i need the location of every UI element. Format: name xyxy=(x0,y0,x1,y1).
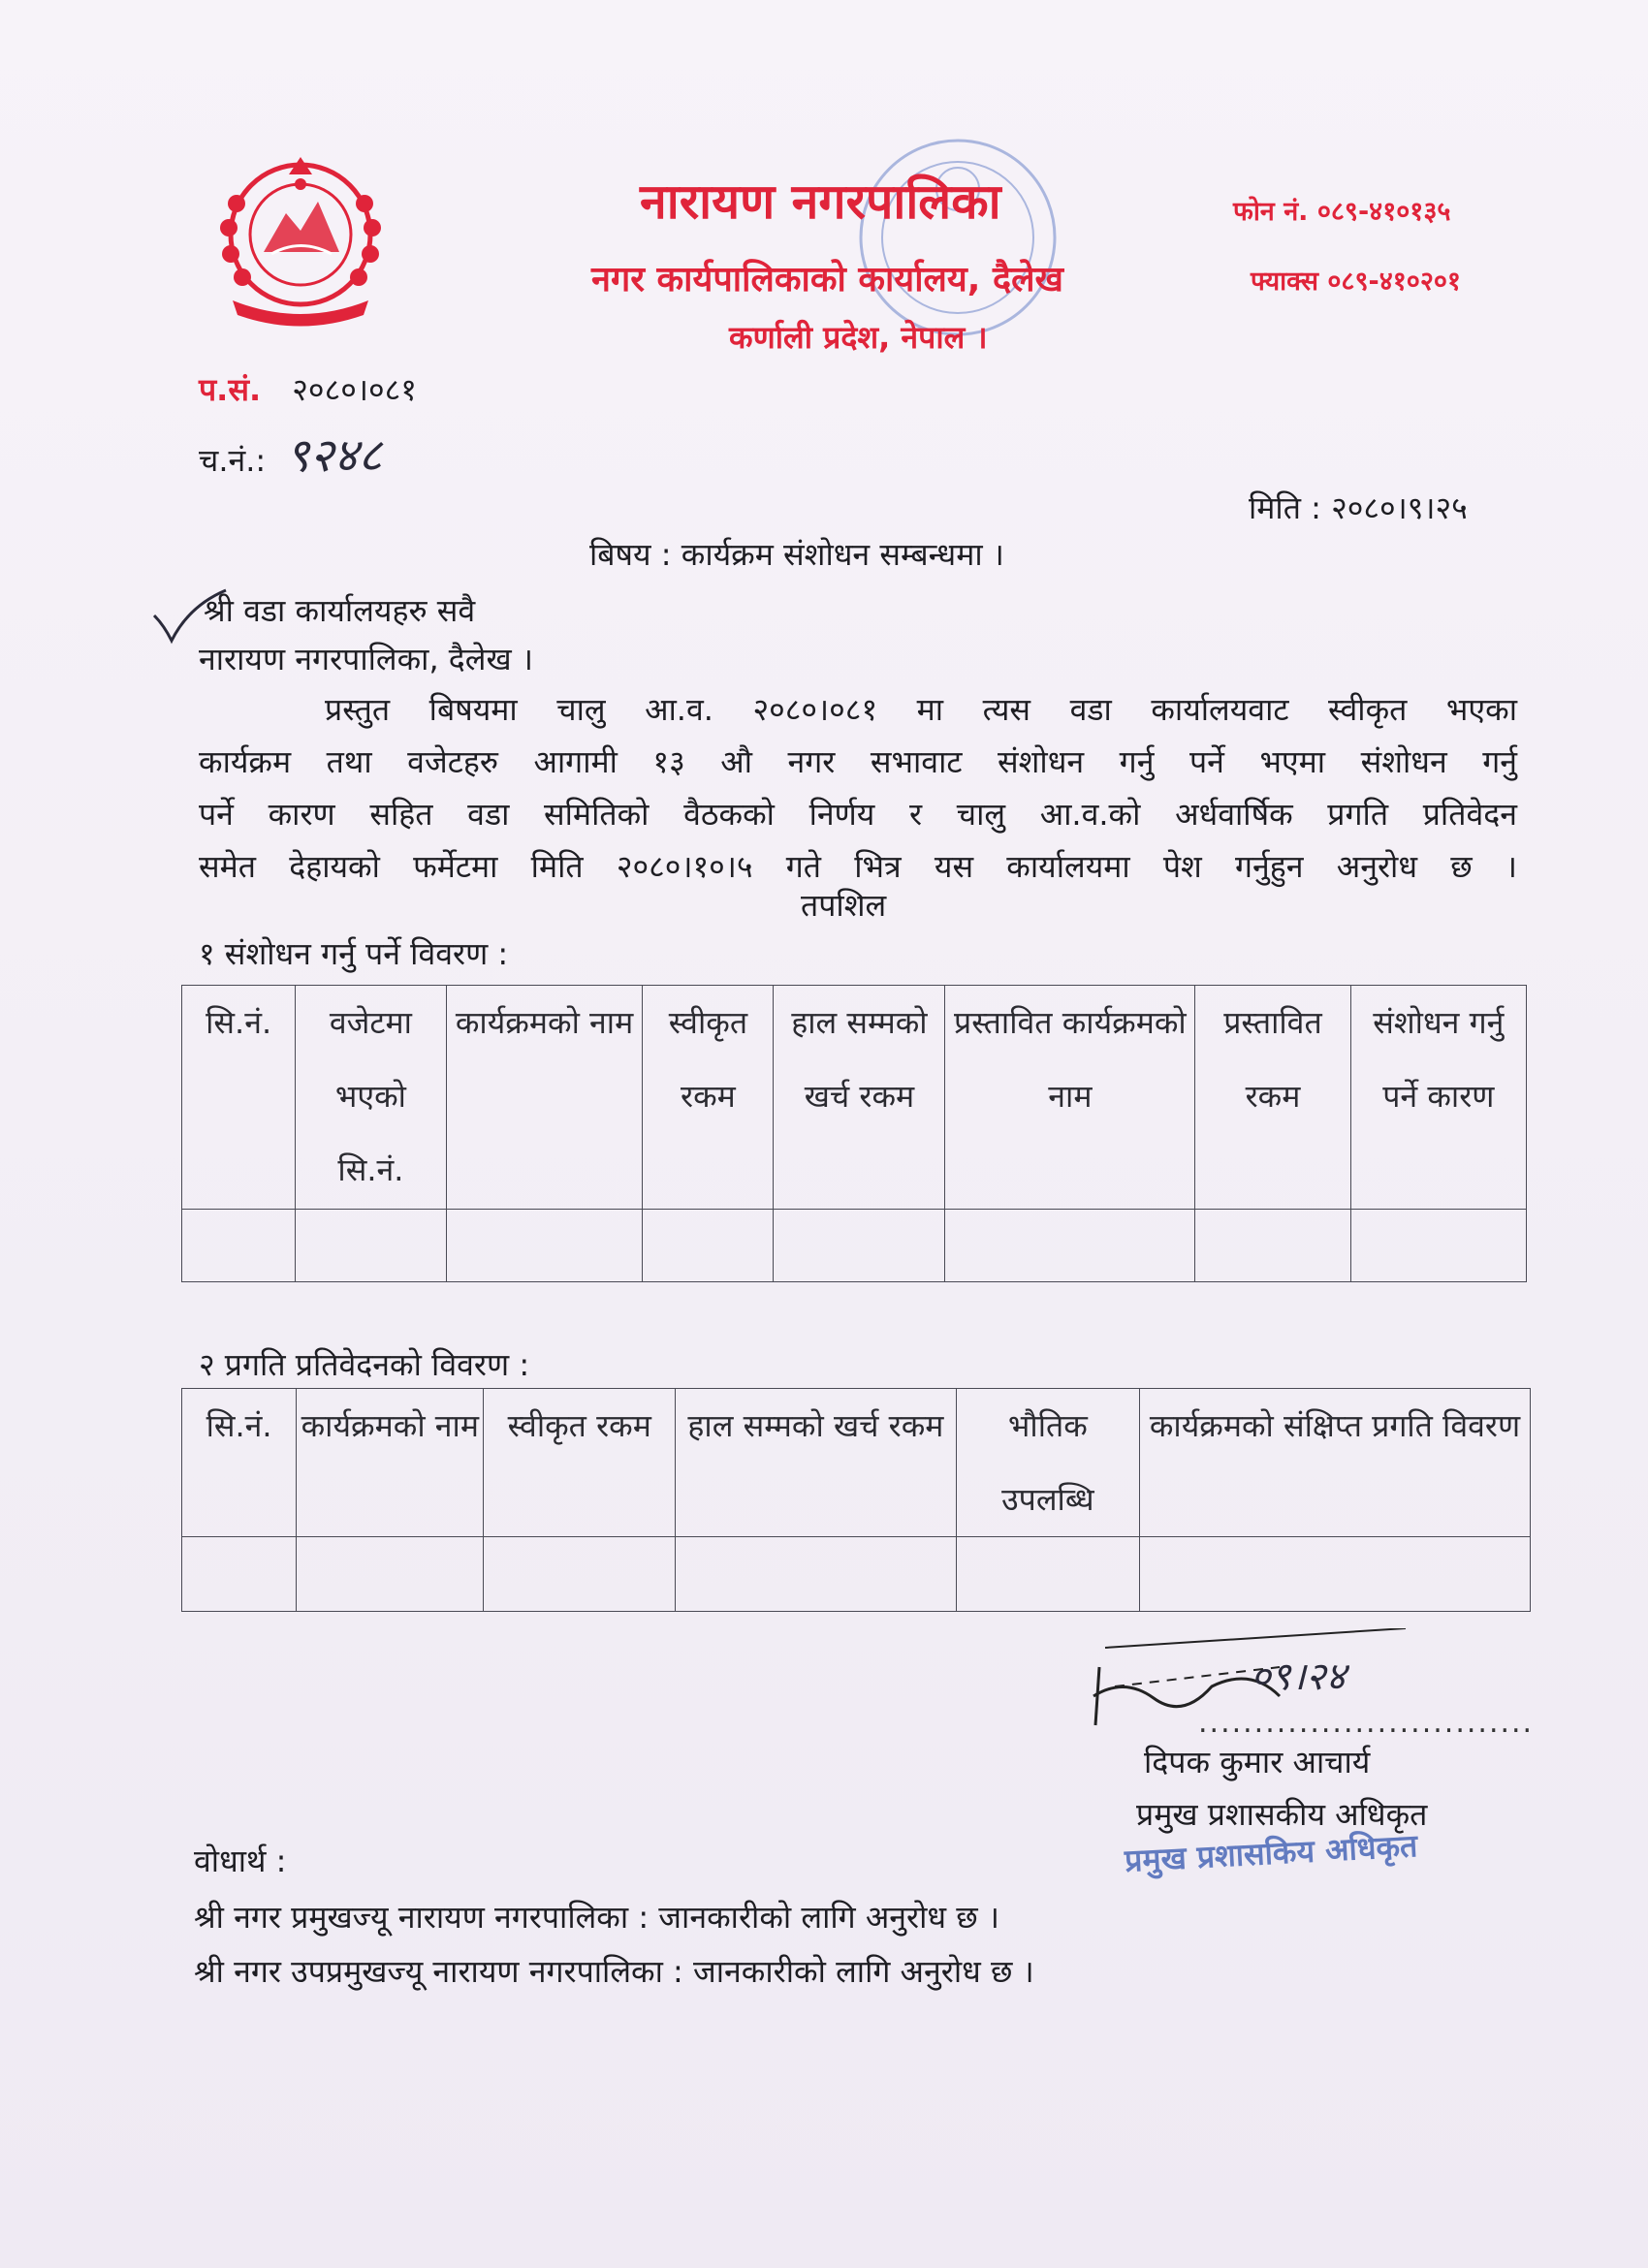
recipient-line-2: नारायण नगरपालिका, दैलेख । xyxy=(199,641,533,677)
body-line-3: पर्ने कारण सहित वडा समितिको वैठकको निर्णय र चालु आ.व.को अर्धवार्षिक प्रगति प्रतिवेदन xyxy=(199,796,1517,833)
body-line-1: प्रस्तुत बिषयमा चालु आ.व. २०८०।०८१ मा त्यस वडा कार्यालयवाट स्वीकृत भएका xyxy=(325,691,1517,728)
table-row xyxy=(182,1537,1531,1612)
col-expense-to-date: हाल सम्मको खर्च रकम xyxy=(774,986,945,1210)
signatory-title: प्रमुख प्रशासकीय अधिकृत xyxy=(1136,1796,1428,1833)
amendment-table xyxy=(181,985,1527,1282)
section-2-title: २ प्रगति प्रतिवेदनको विवरण : xyxy=(199,1346,530,1383)
phone-number: फोन नं. ०८९-४१०१३५ xyxy=(1233,197,1451,227)
cc-label: वोधार्थ : xyxy=(194,1843,287,1879)
body-line-2: कार्यक्रम तथा वजेटहरु आगामी १३ औ नगर सभावाट संशोधन गर्नु पर्ने भएमा संशोधन गर्नु xyxy=(199,743,1517,780)
progress-table-header xyxy=(182,1389,1531,1537)
letter-date: मिति : २०८०।९।२५ xyxy=(1249,489,1468,526)
col-physical-achievement: भौतिक उपलब्धि xyxy=(956,1389,1139,1537)
col-proposed-program: प्रस्तावित कार्यक्रमको नाम xyxy=(945,986,1195,1210)
reference-cn xyxy=(199,423,382,486)
province-name: कर्णाली प्रदेश, नेपाल । xyxy=(729,319,988,356)
signatory-name: दिपक कुमार आचार्य xyxy=(1144,1744,1371,1780)
col-budget-sn: वजेटमा भएको सि.नं. xyxy=(296,986,446,1210)
nepal-emblem-logo xyxy=(204,145,397,330)
progress-table xyxy=(181,1388,1531,1612)
section-1-title: १ संशोधन गर्नु पर्ने विवरण : xyxy=(199,935,509,972)
col-approved-amount: स्वीकृत रकम xyxy=(484,1389,676,1537)
col-program-name: कार्यक्रमको नाम xyxy=(446,986,643,1210)
col-progress-summary: कार्यक्रमको संक्षिप्त प्रगति विवरण xyxy=(1139,1389,1530,1537)
cc-line-2: श्री नगर उपप्रमुखज्यू नारायण नगरपालिका : जानकारीको लागि अनुरोध छ । xyxy=(194,1953,1034,1990)
reference-ps xyxy=(199,368,417,410)
municipality-name: नारायण नगरपालिका xyxy=(640,173,1001,230)
body-line-4: समेत देहायको फर्मेटमा मिति २०८०।१०।५ गते भित्र यस कार्यालयमा पेश गर्नुहुन अनुरोध छ । xyxy=(199,848,1517,885)
office-name: नगर कार्यपालिकाको कार्यालय, दैलेख xyxy=(591,260,1063,299)
recipient-line-1: श्री वडा कार्यालयहरु सवै xyxy=(204,592,476,629)
cn-label: च.नं.: xyxy=(199,442,267,479)
tapsil-heading: तपशिल xyxy=(801,887,887,924)
ps-value: २०८०।०८१ xyxy=(292,371,417,408)
table-row xyxy=(182,1210,1527,1282)
cn-value: ९२४८ xyxy=(285,428,383,483)
col-expense-to-date: हाल सम्मको खर्च रकम xyxy=(676,1389,957,1537)
col-sn: सि.नं. xyxy=(182,986,296,1210)
fax-number: फ्याक्स ०८९-४१०२०१ xyxy=(1251,267,1461,297)
cc-line-1: श्री नगर प्रमुखज्यू नारायण नगरपालिका : जानकारीको लागि अनुरोध छ । xyxy=(194,1899,999,1936)
col-proposed-amount: प्रस्तावित रकम xyxy=(1195,986,1350,1210)
col-sn: सि.नं. xyxy=(182,1389,297,1537)
letter-body xyxy=(199,683,1517,893)
letter-subject: बिषय : कार्यक्रम संशोधन सम्बन्धमा । xyxy=(589,536,1004,573)
signature-line: .............................. xyxy=(1198,1706,1535,1740)
col-approved-amount: स्वीकृत रकम xyxy=(643,986,774,1210)
col-amendment-reason: संशोधन गर्नु पर्ने कारण xyxy=(1350,986,1526,1210)
signature-date: ०९।२४ xyxy=(1251,1654,1347,1699)
col-program-name: कार्यक्रमको नाम xyxy=(297,1389,484,1537)
ps-label: प.सं. xyxy=(199,371,262,408)
amendment-table-header xyxy=(182,986,1527,1210)
signatory-stamp: प्रमुख प्रशासकिय अधिकृत xyxy=(1124,1827,1419,1879)
